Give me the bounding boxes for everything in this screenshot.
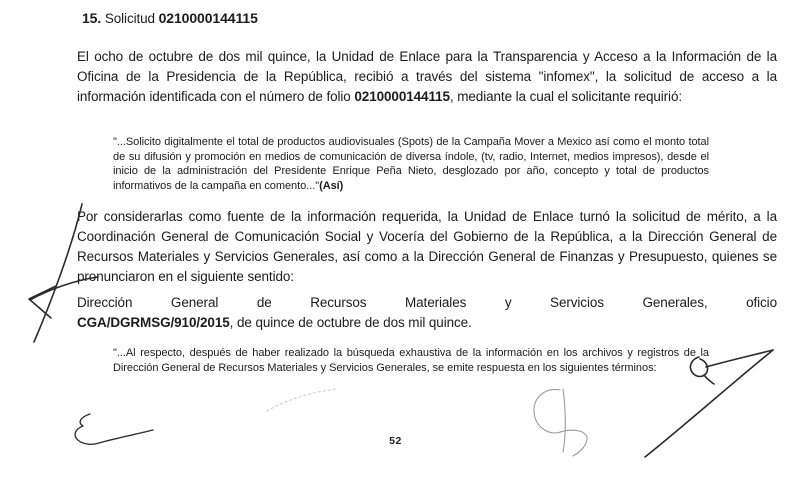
- paragraph-routing-text: Por considerarlas como fuente de la información requerida, la Unidad de Enlace turnó la solicitud de mérito, a la Coordinación General de Comunicación Social y Vocería del Gobierno de la República, a la Dirección General de Recursos Materiales y Servicios Generales, así como a la Dirección General de Finanzas y Presupuesto, quienes se pronunciaron en el siguiente sentido:: [77, 209, 777, 284]
- handwritten-faint-arc-mark: [267, 389, 336, 411]
- page-number: 52: [389, 435, 402, 447]
- paragraph-oficio-tail: , de quince de octubre de dos mil quince.: [229, 315, 472, 330]
- paragraph-intro: [77, 47, 777, 107]
- response-quote: [113, 346, 709, 375]
- folio-number-bold: 0210000144115: [354, 89, 450, 104]
- paragraph-oficio-line1: Dirección General de Recursos Materiales y Servicios Generales, oficio: [77, 295, 777, 310]
- section-folio: 0210000144115: [158, 10, 258, 26]
- paragraph-oficio-line2: [77, 313, 777, 333]
- section-label: Solicitud: [104, 11, 155, 26]
- oficio-number-bold: CGA/DGRMSG/910/2015: [77, 315, 230, 330]
- request-quote-text: "...Solicito digitalmente el total de productos audiovisuales (Spots) de la Campaña Mover a Mexico así como el monto total de su difusión y promoción en medios de comunicación de diversa índole, (tv, radio, Internet, medios impresos), desde el inicio de la administración del Presidente Enrique Peña Nieto, desglozado por año, concepto y total de productos informativos de la campaña en comento...": [113, 136, 709, 193]
- section-number: 15.: [82, 10, 102, 26]
- request-quote: [113, 135, 709, 194]
- paragraph-intro-tail: , mediante la cual el solicitante requirió:: [449, 89, 683, 104]
- paragraph-oficio: [77, 293, 777, 333]
- response-quote-text: "...Al respecto, después de haber realizado la búsqueda exhaustiva de la información en los archivos y registros de la Dirección General de Recursos Materiales y Servicios Generales, se emite respuesta en los siguientes términos:: [113, 347, 709, 374]
- paragraph-intro-text: El ocho de octubre de dos mil quince, la Unidad de Enlace para la Transparencia y Acceso a la Información de la Oficina de la Presidencia de la República, recibió a través del sistema "infomex", la solicitud de acceso a la información identificada con el número de folio: [77, 49, 777, 104]
- paragraph-routing: [77, 207, 777, 287]
- asi-label: (Así): [319, 180, 344, 193]
- section-heading: [82, 10, 258, 26]
